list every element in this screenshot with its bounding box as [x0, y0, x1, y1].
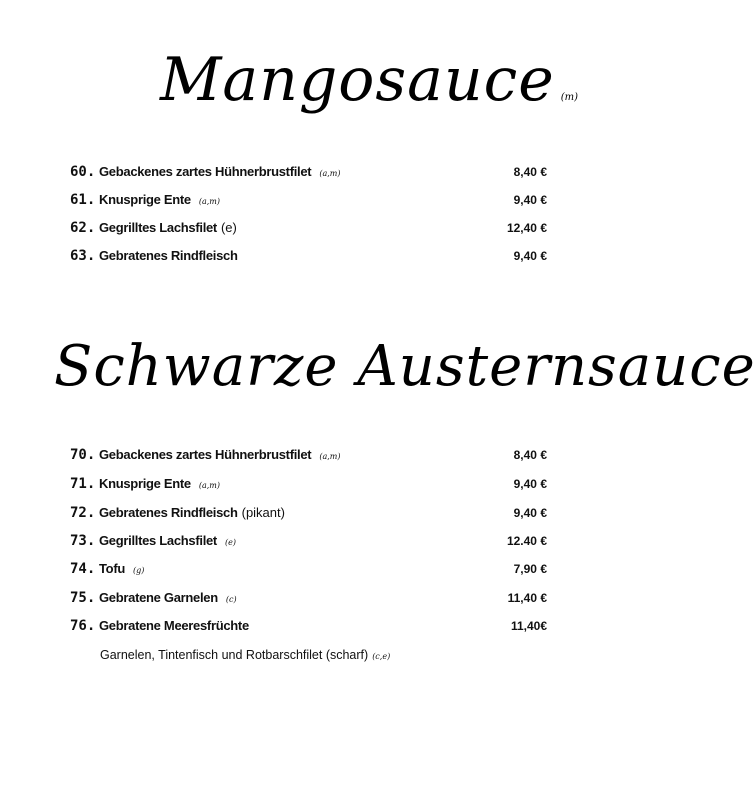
item-number: 63. [70, 248, 96, 264]
item-number: 75. [70, 590, 96, 606]
menu-item [0, 587, 616, 609]
menu-item [0, 189, 616, 211]
item-name: Gegrilltes Lachsfilet [99, 533, 217, 548]
section-title-austernsauce [54, 332, 756, 402]
menu-item [0, 615, 616, 637]
item-number: 72. [70, 505, 96, 521]
menu-item [0, 245, 616, 267]
item-allergens: (a,m) [319, 169, 341, 178]
item-name-wrap [99, 502, 289, 526]
item-name: Gebackenes zartes Hühnerbrustfilet [99, 164, 312, 179]
item-name: Knusprige Ente [99, 476, 191, 491]
item-description-allergens: (c,e) [372, 652, 391, 661]
menu-item [0, 502, 616, 524]
item-name-wrap [99, 189, 220, 213]
item-allergens: (a,m) [198, 481, 221, 490]
item-name: Gegrilltes Lachsfilet [99, 220, 217, 235]
item-name-wrap [99, 161, 340, 185]
item-name-wrap [99, 530, 236, 554]
item-allergens: (a,m) [319, 452, 341, 461]
item-number: 62. [70, 220, 96, 236]
item-name: Gebratenes Rindfleisch [99, 505, 238, 520]
item-price: 11,40 € [507, 591, 547, 605]
menu-item [0, 530, 616, 552]
item-description [100, 645, 390, 667]
item-name-wrap [99, 245, 246, 269]
item-number: 74. [70, 561, 96, 577]
item-name: Gebratenes Rindfleisch [99, 248, 238, 263]
item-price: 9,40 € [513, 477, 547, 491]
item-allergens: (g) [133, 566, 145, 575]
item-name: Tofu [99, 561, 125, 576]
item-allergens: (c) [225, 595, 237, 604]
item-extra: (pikant) [241, 505, 285, 520]
item-number: 76. [70, 618, 96, 634]
section-title-text: Schwarze Austernsauce [54, 334, 756, 399]
item-price: 9,40 € [513, 193, 547, 207]
item-name: Gebackenes zartes Hühnerbrustfilet [99, 447, 312, 462]
menu-item [0, 558, 616, 580]
item-number: 73. [70, 533, 96, 549]
item-price: 12,40 € [506, 221, 547, 235]
menu-item [0, 444, 616, 466]
item-price: 9,40 € [513, 506, 547, 520]
item-number: 60. [70, 164, 96, 180]
item-name-wrap [99, 615, 257, 639]
menu-item [0, 217, 616, 239]
item-price: 9,40 € [513, 249, 547, 263]
section-title-text: Mangosauce [160, 45, 555, 115]
section-title-mangosauce [160, 45, 578, 133]
item-price: 8,40 € [513, 165, 547, 179]
item-description-text: Garnelen, Tintenfisch und Rotbarschfilet (scharf) [100, 648, 369, 662]
item-price: 12.40 € [506, 534, 547, 548]
item-price: 8,40 € [513, 448, 547, 462]
item-price: 11,40€ [510, 619, 547, 633]
item-allergens: (a,m) [198, 197, 221, 206]
item-number: 70. [70, 447, 96, 463]
item-name: Gebratene Garnelen [99, 590, 218, 605]
section-title-allergen: (m) [560, 92, 578, 103]
item-name-wrap [99, 217, 241, 241]
menu-item [0, 473, 616, 495]
item-allergens: (e) [224, 538, 236, 547]
menu-item [0, 161, 616, 183]
item-name-wrap [99, 444, 340, 468]
item-number: 71. [70, 476, 96, 492]
item-name-wrap [99, 587, 237, 611]
item-price: 7,90 € [513, 562, 547, 576]
item-name-wrap [99, 473, 220, 497]
item-name: Knusprige Ente [99, 192, 191, 207]
item-extra: (e) [220, 220, 237, 235]
item-number: 61. [70, 192, 96, 208]
item-name: Gebratene Meeresfrüchte [99, 618, 249, 633]
item-name-wrap [99, 558, 144, 582]
